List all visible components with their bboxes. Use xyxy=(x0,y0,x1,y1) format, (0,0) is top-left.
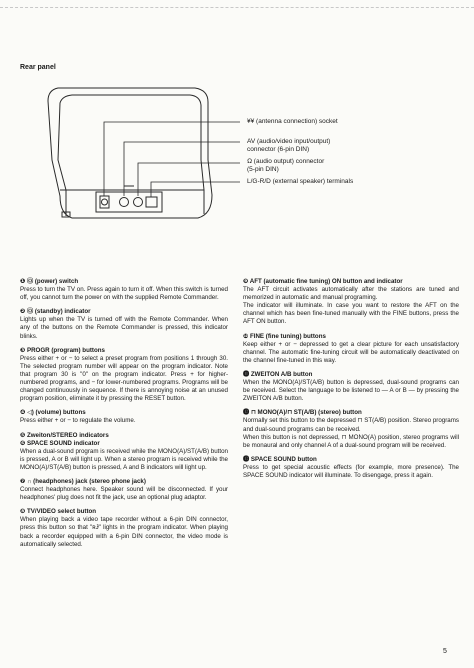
item-title: ⓭ SPACE SOUND button xyxy=(243,455,317,463)
item-space-sound-button xyxy=(243,456,459,480)
item-power-switch xyxy=(20,278,228,302)
item-title: ❹ ◁) (volume) buttons xyxy=(20,409,86,417)
item-headphones-jack xyxy=(20,478,228,502)
rear-panel-diagram xyxy=(0,0,474,260)
item-body: Press to turn the TV on. Press again to turn it off. When this switch is turned off, you cannot turn the power on with the supplied Remote Commander. xyxy=(20,286,228,302)
callout-speaker-terminals: L/G-R/D (external speaker) terminals xyxy=(247,178,354,185)
item-title: ❸ PROGR (program) buttons xyxy=(20,346,105,354)
item-body: When a dual-sound program is received while the MONO(A)/ST(A/B) button is pressed, A or B will light up. When a stereo program is received while the MONO(A)/ST(A/B) button is pressed, A and B indicators will light up. xyxy=(20,447,228,471)
item-body: Press either + or − to regulate the volume. xyxy=(20,417,136,425)
leader-audio xyxy=(138,163,240,196)
item-body: Press to get special acoustic effects (for example, more presence). The SPACE SOUND indicator will illuminate. To disengage, press it again. xyxy=(243,463,459,479)
item-title: ❺ Zweiton/STEREO indicators ❻ SPACE SOUND indicator xyxy=(20,431,109,447)
item-tv-video-button xyxy=(20,508,228,548)
item-body: When playing back a video tape recorder without a 6-pin DIN connector, press this button so that "ʀɈ" lights in the program indicator. When playing back a recorder equipped with a 6-pin DIN connector, the video mode is automatically selected. xyxy=(20,516,228,548)
item-zweiton-button xyxy=(243,371,459,403)
item-body: Keep either + or − depressed to get a clear picture for each unsatisfactory channel. The automatic fine-tuning circuit will be automatically deactivated on the channel fine-tuned in this way. xyxy=(243,340,459,364)
item-title: ❷ Ⓞ (standby) indicator xyxy=(20,308,91,316)
speaker-terminals xyxy=(146,197,157,207)
item-body: Press either + or − to select a preset program from positions 1 through 30. The selected program number will appear on the program indicator. Note that program 30 is "0" on the program indicator. Press + for higher-numbered programs, and − for lower-numbered programs. Programs will be changed continuously in sequence. If there is annoying noise at an unused program position, eliminate it by pressing the RESET button. xyxy=(20,354,228,403)
item-title: ❽ TV/VIDEO select button xyxy=(20,508,97,516)
section-title: Rear panel xyxy=(20,64,56,71)
leader-av xyxy=(124,142,240,196)
item-aft-button xyxy=(243,278,459,327)
item-body: When the MONO(A)/ST(A/B) button is depressed, dual-sound programs can be received. Select the language to be listened to — A or B — by pressing the ZWEITON A/B button. xyxy=(243,379,459,403)
antenna-socket xyxy=(102,199,108,205)
item-title: ❾ AFT (automatic fine tuning) ON button and indicator xyxy=(243,278,403,285)
callout-av-connector: AV (audio/video input/output) connector (6-pin DIN) xyxy=(247,138,331,153)
item-standby-indicator xyxy=(20,308,228,340)
item-title: ❶ Ⓞ (power) switch xyxy=(20,278,79,285)
item-body: The AFT circuit activates automatically after the stations are tuned and memorized in automatic and manual programing. The indicator will illuminate. In case you want to restore the AFT on the channel which has been fine-tuned manually with the FINE buttons, press the AFT ON button. xyxy=(243,286,459,326)
item-body: Normally set this button to the depressed ⊓ ST(A/B) position. Stereo programs and dual-sound programs can be received. When this button is not depressed, ⊓ MONO(A) position, stereo programs will be monaural and only channel A of a dual-sound program will be received. xyxy=(243,417,459,449)
item-volume-buttons xyxy=(20,409,228,425)
item-title: ❼ ∩ (headphones) jack (stereo phone jack) xyxy=(20,477,146,485)
page-number: 5 xyxy=(443,648,447,655)
item-mono-stereo-button xyxy=(243,409,459,449)
right-column xyxy=(243,278,459,486)
audio-connector xyxy=(134,198,143,207)
item-body: Lights up when the TV is turned off with the Remote Commander. When any of the buttons on the Remote Commander is pressed, this indicator blinks. xyxy=(20,316,228,340)
item-body: Connect headphones here. Speaker sound will be disconnected. If your headphones' plug does not fit the jack, use an optional plug adaptor. xyxy=(20,486,228,502)
item-fine-buttons xyxy=(243,333,459,365)
tv-cabinet-outline xyxy=(48,88,212,218)
callout-audio-connector: Ω (audio output) connector (5-pin DIN) xyxy=(247,158,325,173)
item-title: ⓫ ZWEITON A/B button xyxy=(243,370,313,378)
item-title: ⓬ ⊓ MONO(A)/⊓ ST(A/B) (stereo) button xyxy=(243,409,362,417)
item-progr-buttons xyxy=(20,347,228,404)
item-zweiton-indicators xyxy=(20,432,228,472)
av-connector xyxy=(120,198,129,207)
left-column xyxy=(20,278,228,555)
item-title: ❿ FINE (fine tuning) buttons xyxy=(243,332,326,340)
tv-back-shell xyxy=(58,95,204,190)
callout-antenna-socket: ¥¥ (antenna connection) socket xyxy=(247,118,338,125)
